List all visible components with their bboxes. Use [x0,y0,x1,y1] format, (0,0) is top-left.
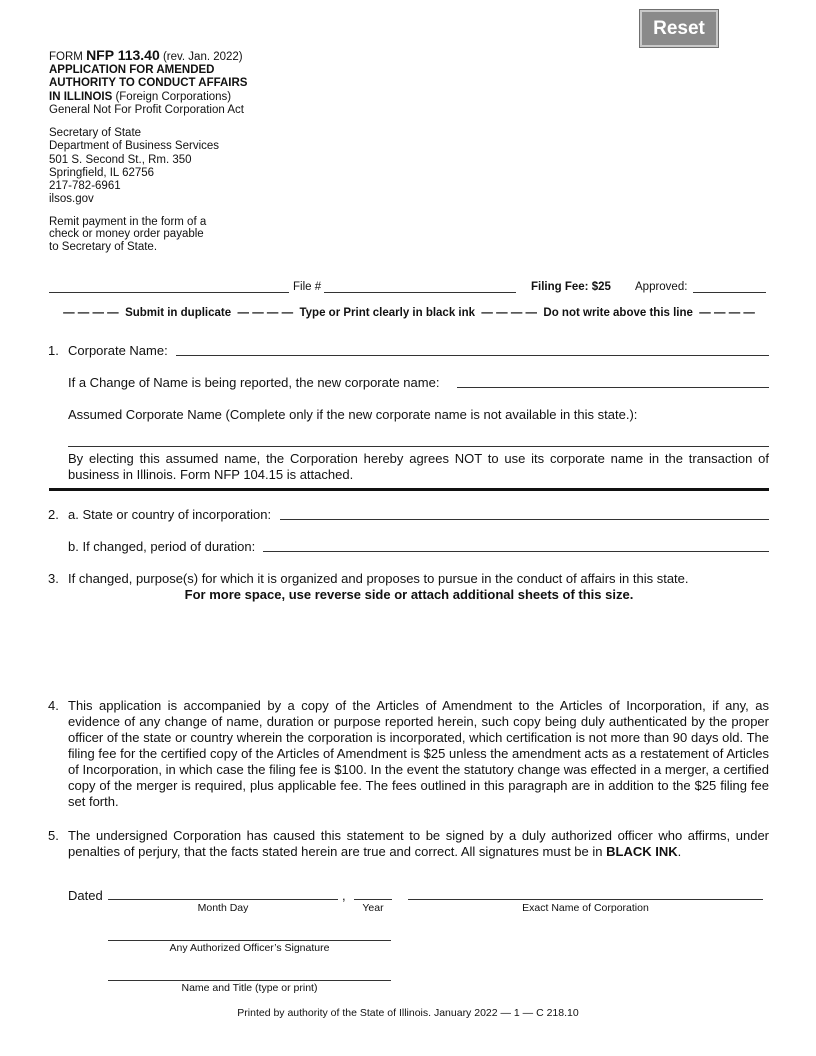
form-title-line1: APPLICATION FOR AMENDED [49,64,215,77]
name-title-field[interactable] [108,967,391,981]
office-address [49,127,219,207]
office-use-field[interactable] [49,279,289,293]
item-number: 4. [48,698,59,713]
footer-printed-by: Printed by authority of the State of Illinois. January 2022 — 1 — C 218.10 [237,1007,579,1019]
corporation-name-field[interactable] [408,886,763,900]
reset-button[interactable]: Reset [640,10,718,47]
new-corporate-name-field[interactable] [457,374,769,388]
corporation-name-caption: Exact Name of Corporation [522,902,649,914]
item-number: 2. [48,507,59,522]
file-number-label: File # [293,281,322,293]
section-divider [49,488,769,491]
officer-signature-field[interactable] [108,927,391,941]
purpose-label: If changed, purpose(s) for which it is organized and proposes to pursue in the conduct of affairs in this state. [68,571,689,586]
form-revision: (rev. Jan. 2022) [162,51,243,63]
item-number: 1. [48,343,59,358]
assumed-name-note: By electing this assumed name, the Corporation hereby agrees NOT to use its corporate name in the transaction of business in Illinois. Form NFP 104.15 is attached. [68,451,769,482]
form-title-line2: AUTHORITY TO CONDUCT AFFAIRS [49,77,248,90]
remit-line: to Secretary of State. [49,240,158,253]
corporate-name-field[interactable] [176,342,769,356]
affirmation-text: The undersigned Corporation has caused this statement to be signed by a duly authorized officer who affirms, under penalties of perjury, that the facts stated herein are true and correct. All signatures must be in [68,828,769,859]
form-number: NFP 113.40 [86,47,160,63]
affirmation-paragraph [68,828,769,860]
year-caption: Year [362,902,384,914]
form-prefix: FORM [49,51,83,63]
remit-note [49,216,206,253]
instructions-line: — — — — Submit in duplicate — — — — Type or Print clearly in black ink — — — — Do not write above this line — — — — [63,307,755,319]
office-line: Springfield, IL 62756 [49,166,155,179]
date-comma: , [342,888,346,903]
purpose-space-note: For more space, use reverse side or attach additional sheets of this size. [184,587,634,602]
form-title-line3: IN ILLINOIS [49,90,113,103]
form-title-subtitle: (Foreign Corporations) [112,90,232,103]
amendment-articles-paragraph: This application is accompanied by a copy of the Articles of Amendment to the Articles of Incorporation, if any, as evidence of any change of name, duration or purpose reported herein, such copy being duly authenticated by the proper officer of the state or country wherein the corporation is incorporated, which certification is not more than 90 days old. The filing fee for the certified copy of the Articles of Amendment is $25 unless the amendment acts as a restatement of Articles of Incorporation, in which case the filing fee is $100. In the event the statutory change was effected in a merger, a certified copy of the merger is required, plus applicable fee. The fees outlined in this paragraph are in addition to the $25 filing fee set forth. [68,698,769,809]
office-line: Secretary of State [49,127,142,139]
item-number: 5. [48,828,59,843]
purpose-textarea[interactable] [68,606,769,694]
new-name-label: If a Change of Name is being reported, the new corporate name: [68,375,440,390]
approved-label: Approved: [635,281,688,293]
office-line: 501 S. Second St., Rm. 350 [49,153,192,166]
form-header [49,49,309,117]
corporate-name-label: Corporate Name: [68,343,168,358]
incorporation-state-label: a. State or country of incorporation: [68,507,272,522]
duration-field[interactable] [263,538,769,552]
incorporation-state-field[interactable] [280,506,769,520]
office-website: ilsos.gov [49,193,94,206]
officer-signature-caption: Any Authorized Officer’s Signature [169,942,330,954]
affirmation-period: . [677,844,682,859]
remit-line: check or money order payable [49,228,204,241]
remit-line: Remit payment in the form of a [49,216,207,228]
form-number-line [49,49,309,64]
date-month-day-field[interactable] [108,886,338,900]
filing-fee-label: Filing Fee: $25 [531,281,611,293]
duration-label: b. If changed, period of duration: [68,539,256,554]
office-phone: 217-782-6961 [49,180,121,193]
black-ink-emphasis: BLACK INK [606,844,678,859]
assumed-name-field[interactable] [68,433,769,447]
assumed-name-label: Assumed Corporate Name (Complete only if the new corporate name is not available in this state.): [68,407,638,422]
dated-label: Dated [68,888,103,903]
month-day-caption: Month Day [197,902,249,914]
item-number: 3. [48,571,59,586]
name-title-caption: Name and Title (type or print) [181,982,318,994]
approved-field[interactable] [693,279,766,293]
date-year-field[interactable] [354,886,392,900]
office-line: Department of Business Services [49,140,220,153]
file-number-field[interactable] [324,279,516,293]
act-name: General Not For Profit Corporation Act [49,103,244,116]
